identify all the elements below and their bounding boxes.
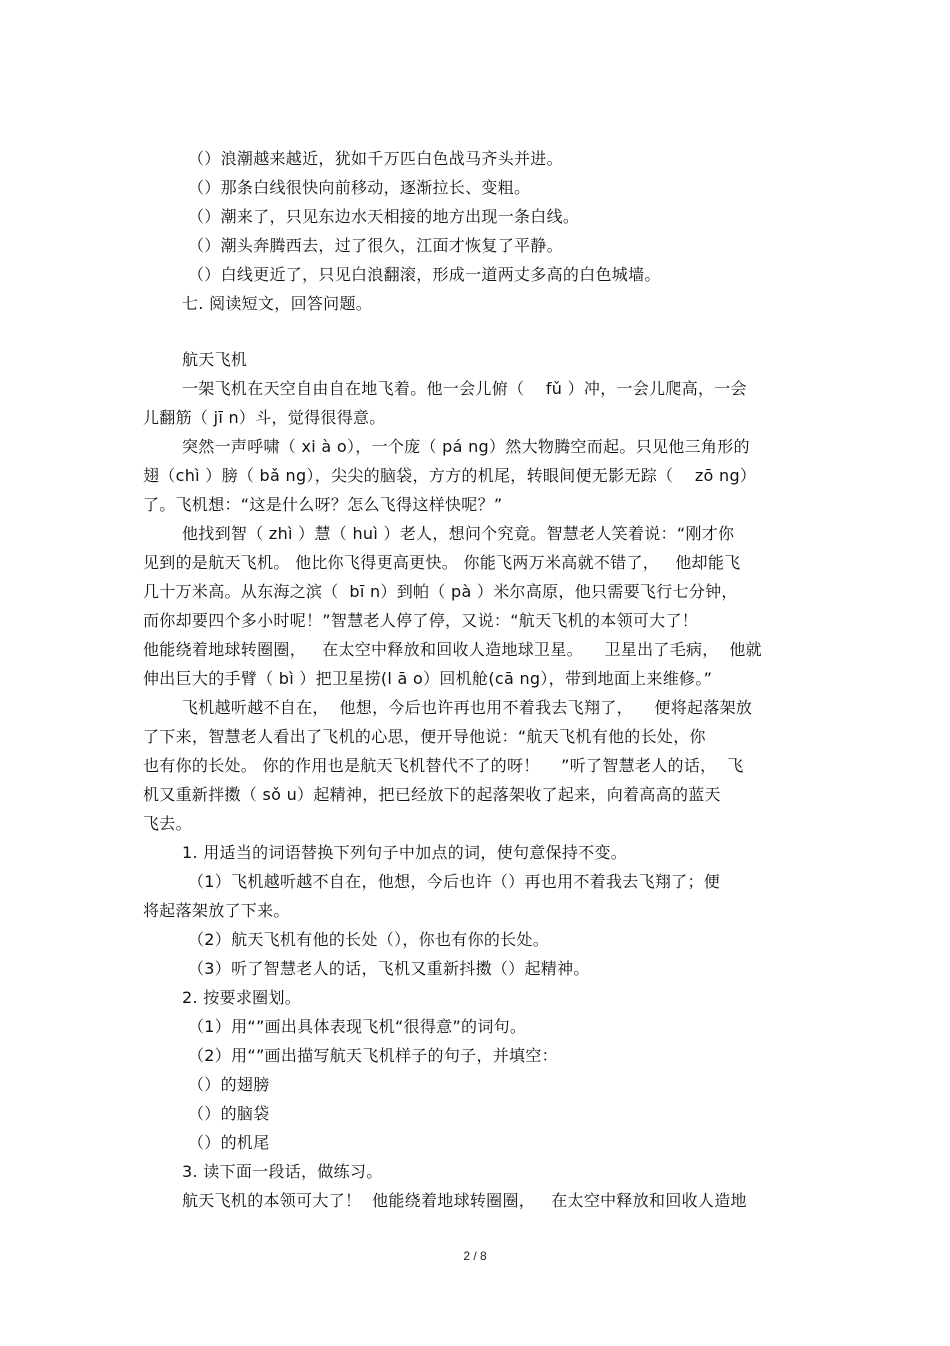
page-number: 2 / 8: [463, 1249, 487, 1263]
passage-line: 而你却要四个多小时呢！”智慧老人停了停，又说：“航天飞机的本领可大了！: [143, 611, 699, 630]
order-item: （）潮来了，只见东边水天相接的地方出现一条白线。: [188, 207, 580, 226]
passage-line: 他能绕着地球转圈圈， 在太空中释放和回收人造地球卫星。 卫星出了毛病， 他就: [143, 640, 762, 659]
question-line: （2）航天飞机有他的长处（），你也有你的长处。: [188, 930, 550, 949]
passage-line: 见到的是航天飞机。 他比你飞得更高更快。 你能飞两万米高就不错了， 他却能飞: [143, 553, 741, 572]
passage-line: 几十万米高。从东海之滨（ bī n）到帕（ pà ）米尔高原，他只需要飞行七分钟，: [143, 582, 738, 601]
passage-line: 翅（chì ）膀（ bǎ ng），尖尖的脑袋，方方的机尾，转眼间便无影无踪（ zō ng）: [143, 466, 757, 485]
passage-line: 飞机越听越不自在， 他想，今后也许再也用不着我去飞翔了， 便将起落架放: [182, 698, 753, 717]
passage-line: 他找到智（ zhì ）慧（ huì ）老人，想问个究竟。智慧老人笑着说：“刚才你: [182, 524, 735, 543]
order-item: （）浪潮越来越近，犹如千万匹白色战马齐头并进。: [188, 149, 563, 168]
question-line: 航天飞机的本领可大了！ 他能绕着地球转圈圈， 在太空中释放和回收人造地: [182, 1191, 747, 1210]
passage-line: 一架飞机在天空自由自在地飞着。他一会儿俯（ fǔ ）冲，一会儿爬高，一会: [182, 379, 747, 398]
question-heading: 1. 用适当的词语替换下列句子中加点的词，使句意保持不变。: [182, 843, 628, 862]
passage-line: 机又重新拌擞（ sǒ u）起精神，把已经放下的起落架收了起来，向着高高的蓝天: [143, 785, 721, 804]
question-line: （）的翅膀: [188, 1075, 270, 1094]
passage-title: 航天飞机: [182, 350, 248, 369]
question-line: 将起落架放了下来。: [143, 901, 290, 920]
passage-line: 儿翻筋（ jī n）斗，觉得很得意。: [143, 408, 386, 427]
question-line: （）的脑袋: [188, 1104, 270, 1123]
passage-line: 了下来，智慧老人看出了飞机的心思，便开导他说：“航天飞机有他的长处，你: [143, 727, 706, 746]
order-item: （）白线更近了，只见白浪翻滚，形成一道两丈多高的白色城墙。: [188, 265, 661, 284]
question-line: （）的机尾: [188, 1133, 270, 1152]
passage-line: 伸出巨大的手臂（ bì ）把卫星捞(l ā o）回机舱(cā ng），带到地面上来维修。”: [143, 669, 713, 688]
passage-line: 飞去。: [143, 814, 192, 833]
passage-line: 了。飞机想：“这是什么呀？怎么飞得这样快呢？”: [143, 495, 503, 514]
order-item: （）那条白线很快向前移动，逐渐拉长、变粗。: [188, 178, 531, 197]
question-line: （1）用“”画出具体表现飞机“很得意”的词句。: [188, 1017, 527, 1036]
order-item: （）潮头奔腾西去，过了很久，江面才恢复了平静。: [188, 236, 563, 255]
passage-line: 突然一声呼啸（ xi à o），一个庞（ pá ng）然大物腾空而起。只见他三角形的: [182, 437, 750, 456]
passage-line: 也有你的长处。 你的作用也是航天飞机替代不了的呀！ ”听了智慧老人的话， 飞: [143, 756, 744, 775]
question-heading: 2. 按要求圈划。: [182, 988, 302, 1007]
question-heading: 3. 读下面一段话，做练习。: [182, 1162, 383, 1181]
question-line: （2）用“”画出描写航天飞机样子的句子，并填空：: [188, 1046, 558, 1065]
question-line: （3）听了智慧老人的话，飞机又重新抖擞（）起精神。: [188, 959, 590, 978]
question-line: （1）飞机越听越不自在，他想，今后也许（）再也用不着我去飞翔了；便: [188, 872, 721, 891]
section-heading: 七. 阅读短文，回答问题。: [182, 294, 373, 313]
